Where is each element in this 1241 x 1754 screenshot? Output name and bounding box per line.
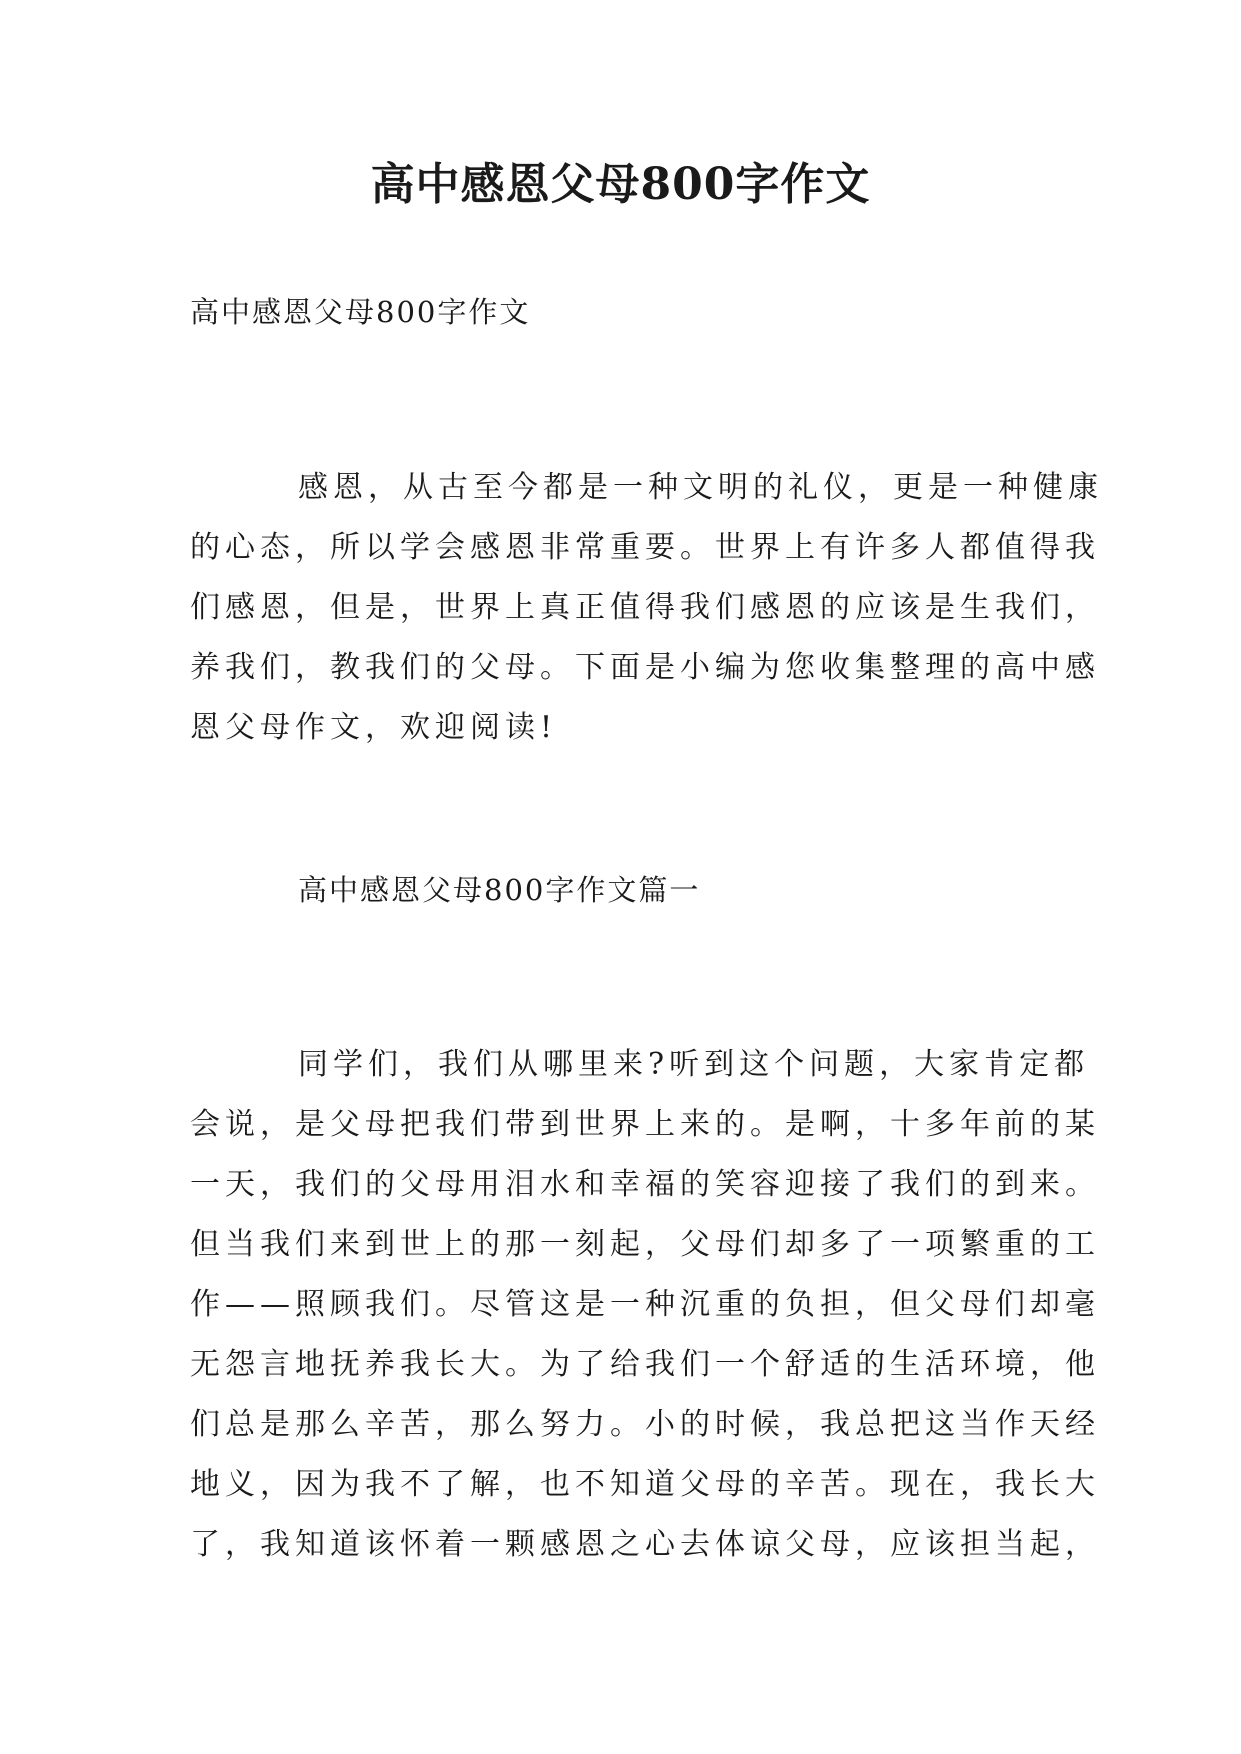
section-heading: 高中感恩父母800字作文篇一 — [298, 873, 701, 907]
paragraph-line: 感恩，从古至今都是一种文明的礼仪，更是一种健康 — [298, 470, 1103, 505]
paragraph-line: 了，我知道该怀着一颗感恩之心去体谅父母，应该担当起， — [190, 1527, 1100, 1562]
paragraph-line: 一天，我们的父母用泪水和幸福的笑容迎接了我们的到来。 — [190, 1167, 1100, 1202]
paragraph-line: 作——照顾我们。尽管这是一种沉重的负担，但父母们却毫 — [190, 1287, 1100, 1322]
document-title: 高中感恩父母800字作文 — [370, 159, 871, 210]
paragraph-line: 们感恩，但是，世界上真正值得我们感恩的应该是生我们， — [190, 590, 1100, 625]
paragraph-line: 但当我们来到世上的那一刻起，父母们却多了一项繁重的工 — [190, 1227, 1100, 1262]
paragraph-line: 无怨言地抚养我长大。为了给我们一个舒适的生活环境，他 — [190, 1347, 1100, 1382]
paragraph-line: 同学们，我们从哪里来?听到这个问题，大家肯定都 — [298, 1047, 1090, 1082]
paragraph-line: 的心态，所以学会感恩非常重要。世界上有许多人都值得我 — [190, 530, 1100, 565]
paragraph-line: 们总是那么辛苦，那么努力。小的时候，我总把这当作天经 — [190, 1407, 1100, 1442]
paragraph-line: 恩父母作文，欢迎阅读! — [190, 710, 558, 745]
paragraph-line: 会说，是父母把我们带到世界上来的。是啊，十多年前的某 — [190, 1107, 1100, 1142]
paragraph-line: 养我们，教我们的父母。下面是小编为您收集整理的高中感 — [190, 650, 1100, 685]
body-paragraph — [190, 1035, 1100, 1575]
paragraph-line: 地义，因为我不了解，也不知道父母的辛苦。现在，我长大 — [190, 1467, 1100, 1502]
document-subtitle: 高中感恩父母800字作文 — [190, 295, 531, 329]
intro-paragraph — [190, 458, 1103, 758]
